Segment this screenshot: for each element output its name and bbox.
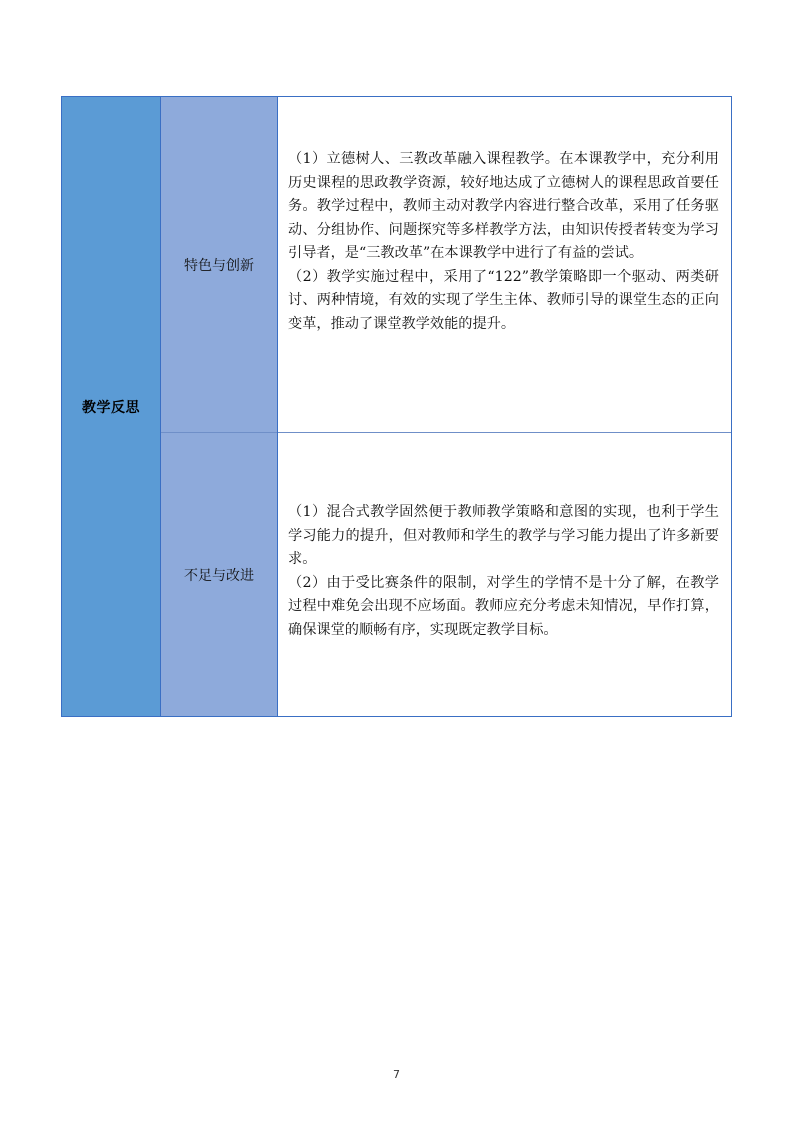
- content-cell-features: [278, 97, 731, 433]
- subcategory-column: [161, 97, 278, 716]
- main-category-label: 教学反思: [82, 399, 140, 416]
- content-column: [278, 97, 731, 716]
- page-number: 7: [393, 1068, 400, 1081]
- features-paragraph-1: （1）立德树人、三教改革融入课程教学。在本课教学中，充分利用历史课程的思政教学资源，较好地达成了立德树人的课程思政首要任务。教学过程中，教师主动对教学内容进行整合改革，采用了任务驱动、分组协作、问题探究等多样教学方法，由知识传授者转变为学习引导者，是“三教改革”在本课教学中进行了有益的尝试。: [288, 151, 719, 261]
- subcategory-label-features: 特色与创新: [184, 257, 254, 274]
- subcategory-label-improvements: 不足与改进: [184, 567, 254, 584]
- features-paragraph-2: （2）教学实施过程中，采用了“122”教学策略即一个驱动、两类研讨、两种情境，有效的实现了学生主体、教师引导的课堂生态的正向变革，推动了课堂教学效能的提升。: [288, 268, 719, 332]
- improvements-paragraph-2: （2）由于受比赛条件的限制，对学生的学情不是十分了解，在教学过程中难免会出现不应场面。教师应充分考虑未知情况，早作打算，确保课堂的顺畅有序，实现既定教学目标。: [288, 574, 719, 638]
- reflection-table: [61, 96, 732, 717]
- main-category-cell: [62, 97, 161, 716]
- improvements-paragraph-1: （1）混合式教学固然便于教师教学策略和意图的实现，也利于学生学习能力的提升，但对教师和学生的教学与学习能力提出了许多新要求。: [288, 504, 719, 567]
- subcategory-cell-features: [161, 97, 277, 433]
- content-cell-improvements: [278, 433, 731, 716]
- subcategory-cell-improvements: [161, 433, 277, 716]
